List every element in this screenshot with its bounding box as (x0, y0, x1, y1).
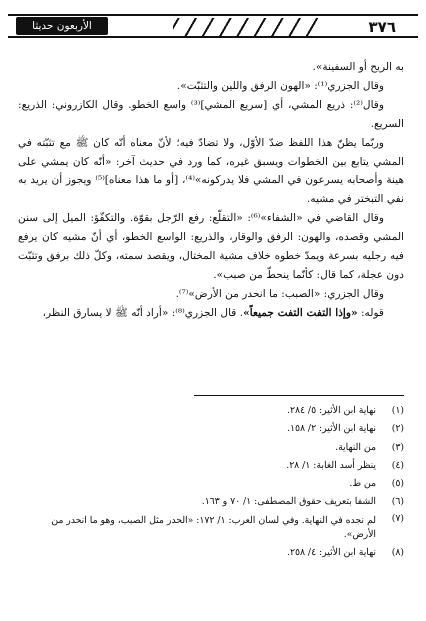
footnote-text: من ط. (349, 478, 376, 490)
main-text (18, 58, 404, 323)
footnote-number: (٦) (391, 496, 404, 508)
footnote-text: الشفا بتعريف حقوق المصطفى: ١/ ٧٠ و ١٦٣. (201, 496, 376, 508)
paragraph: وقال الجزري: «الصبب: ما انحدر من الأرض»⁽⁷⁾. (175, 287, 384, 300)
header-ornament (173, 18, 323, 36)
page-number: ٣٧٦ (368, 18, 396, 36)
footnote (18, 475, 404, 493)
footnote-text: نهاية ابن الأثير: ٥/ ٢٨٤. (287, 405, 376, 416)
footnote (18, 439, 404, 457)
paragraph (18, 304, 404, 323)
footnote-text: نهاية ابن الأثير: ٢/ ١٥٨. (287, 423, 376, 435)
footnote (18, 493, 404, 511)
paragraph: وقال الجزري⁽¹⁾: «الهون الرفق واللين والتثبّت». (176, 79, 384, 92)
paragraph-lead: قوله: (357, 306, 384, 319)
footnote-text: من النهاية. (335, 441, 376, 453)
footnote (18, 457, 404, 475)
footnote-number: (٨) (391, 546, 404, 558)
hadith-quote: «وإذا التفت التفت جميعاً» (243, 306, 358, 319)
paragraph: وقال القاضي في «الشفاء»⁽⁶⁾: «التقلّع: رفع الرّجل بقوّة. والتكفّؤ: الميل إلى سنن المشي وقصده، والهون: الرفق والوقار، والذريع: الواسع الخطو، أي أنّ مشيه كان يرفع فيه رجليه بسرعة ويمدّ خطوه خلاف مشية المختال، ويقصد سمته، وكلّ ذلك برفق وتثبّت دون عجلة، كما قال: كأنّما ينحطّ من صبب». (18, 212, 404, 281)
footnotes (18, 402, 404, 562)
footnote (18, 402, 404, 420)
running-header (8, 14, 418, 38)
footnote (18, 512, 404, 544)
paragraph: وقال⁽²⁾: ذريع المشي، أي [سريع المشي]⁽³⁾ واسع الخطو. وقال الكازروني: الذريع: السريع. (18, 98, 404, 130)
footnote-text: ينظر أسد الغابة: ١/ ٢٨. (286, 459, 376, 471)
paragraph: وربّما يظنّ هذا اللفظ ضدّ الأوّل، ولا تضادّ فيه؛ لأنّ معناه أنّه كان ﷺ مع تثبّته في المشي يتابع بين الخطوات ويسبق غيره، كما ورد في حديث آخر: «أنّه كان يمشي على هينة وأصحابه يسرعون في المشي فلا يدركونه»⁽⁴⁾، [أو ما هذا معناه]⁽⁵⁾ ويجوز أن يريد به نفي التبختر في مشيه. (18, 136, 405, 206)
footnote (18, 420, 404, 438)
footnote-number: (٤) (391, 459, 404, 471)
book-title: الأربعون حديثا (16, 17, 108, 35)
footnote-number: (٢) (391, 423, 404, 435)
footnote-separator (194, 395, 404, 396)
footnote-text: نهاية ابن الأثير: ٤/ ٢٥٨. (287, 546, 376, 558)
footnote-number: (٣) (391, 441, 404, 453)
footnote-number: (٥) (391, 478, 404, 490)
footnote-number: (١) (391, 405, 404, 416)
paragraph: به الريح أو السفينة». (312, 61, 404, 73)
footnote-text: لم نجده في النهاية. وفي لسان العرب: ١/ ١٧٢: «الحدر مثل الصبب، وهو ما انحدر من الأرض». (51, 514, 376, 540)
paragraph-rest: . قال الجزري⁽⁸⁾: «أراد أنّه ﷺ لا يسارق النظر، (42, 306, 244, 319)
footnote-number: (٧) (391, 512, 404, 524)
footnote (18, 544, 404, 562)
